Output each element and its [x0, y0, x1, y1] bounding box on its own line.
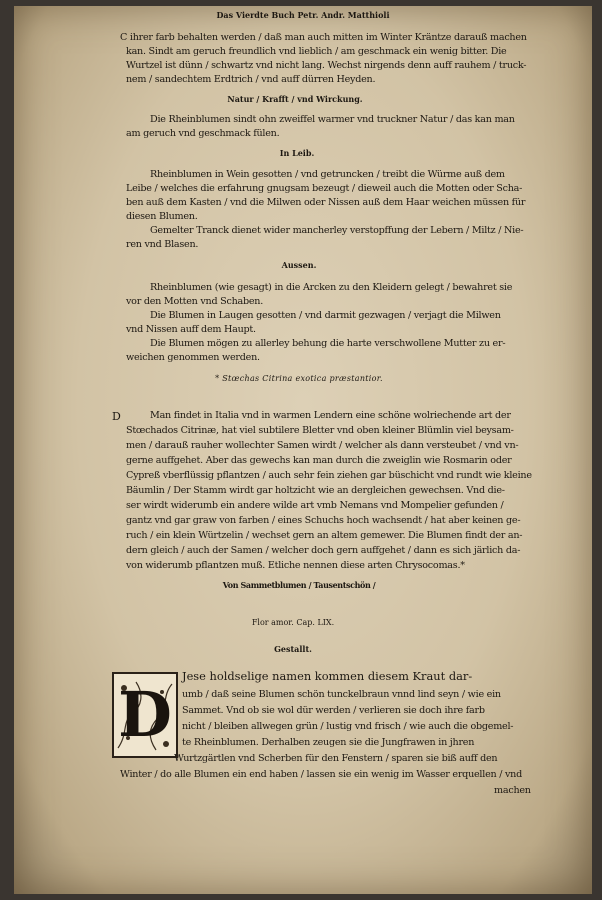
text-line: ren vnd Blasen. — [126, 239, 199, 250]
text-line: Die Rheinblumen sindt ohn zweiffel warmer vnd truckner Natur / das kan man — [150, 114, 515, 125]
text-line: Wurtzel ist dünn / schwartz vnd nicht lang. Wechst nirgends denn auff rauhem / truck- — [126, 60, 527, 71]
decorated-initial-letter — [112, 672, 178, 758]
text-line: vnd Nissen auff dem Haupt. — [126, 324, 256, 335]
text-line: ben auß dem Kasten / vnd die Milwen oder Nissen auß dem Haar weichen müssen für — [126, 197, 526, 208]
section-heading-gestalt: Gestallt. — [274, 644, 312, 654]
text-line: Gemelter Tranck dienet wider mancherley verstopffung der Lebern / Miltz / Nie- — [150, 225, 524, 236]
text-line: vor den Motten vnd Schaben. — [126, 296, 264, 307]
text-line: Jese holdselige namen kommen diesem Kraut dar- — [182, 669, 473, 683]
text-line: Sammet. Vnd ob sie wol dür werden / verlieren sie doch ihre farb — [182, 705, 485, 716]
text-line: von widerumb pflantzen muß. Etliche nennen diese arten Chrysocomas.* — [126, 560, 465, 571]
text-line: Die Blumen mögen zu allerley behung die harte verschwollene Mutter zu er- — [150, 338, 506, 349]
section-heading-stoechas: * Stœchas Citrina exotica præstantior. — [215, 374, 383, 383]
text-line: nem / sandechtem Erdtrich / vnd auff dürren Heyden. — [126, 74, 376, 85]
text-line: machen — [494, 785, 531, 796]
text-line: diesen Blumen. — [126, 211, 198, 222]
text-line: ruch / ein klein Würtzelin / wechset gern an altem gemewer. Die Blumen findt der an- — [126, 530, 523, 541]
text-line: Rheinblumen in Wein gesotten / vnd getruncken / treibt die Würme auß dem — [150, 169, 505, 180]
chapter-subtitle: Flor amor. Cap. LIX. — [251, 618, 335, 627]
initial-letter-glyph: D — [118, 678, 172, 751]
text-line: Man findet in Italia vnd in warmen Lendern eine schöne wolriechende art der — [150, 410, 511, 421]
text-line: kan. Sindt am geruch freundlich vnd lieblich / am geschmack ein wenig bitter. Die — [126, 46, 507, 57]
text-line: dern gleich / auch der Samen / welcher doch gern auffgehet / dann es sich järlich da- — [126, 545, 521, 556]
text-line: gerne auffgehet. Aber das gewechs kan man durch die zweiglin wie Rosmarin oder — [126, 455, 512, 466]
section-heading-natur: Natur / Krafft / vnd Wirckung. — [227, 94, 363, 104]
text-line: Bäumlin / Der Stamm wirdt gar holtzicht wie an dergleichen gewechsen. Vnd die- — [126, 485, 505, 496]
book-page — [14, 6, 592, 894]
text-line: Rheinblumen (wie gesagt) in die Arcken zu den Kleidern gelegt / bewahret sie — [150, 282, 513, 293]
text-line: Leibe / welches die erfahrung gnugsam bezeugt / dieweil auch die Motten oder Scha- — [126, 183, 523, 194]
text-line: ser wirdt widerumb ein andere wilde art vmb Nemans vnd Mompelier gefunden / — [126, 500, 504, 511]
running-head: Das Vierdte Buch Petr. Andr. Matthioli — [216, 10, 390, 20]
text-line: te Rheinblumen. Derhalben zeugen sie die Jungfrawen in jhren — [182, 737, 475, 748]
text-line: men / darauß rauher wollechter Samen wirdt / welcher als dann versteubet / vnd vn- — [126, 440, 519, 451]
text-line: am geruch vnd geschmack fülen. — [126, 128, 280, 139]
text-line: Cypreß vberflüssig pflantzen / auch sehr fein ziehen gar büschicht vnd rundt wie kleine — [126, 470, 532, 481]
text-line: Winter / do alle Blumen ein end haben / lassen sie ein wenig im Wasser erquellen / vnd — [120, 769, 522, 780]
section-heading-inleib: In Leib. — [279, 148, 315, 158]
text-line: Die Blumen in Laugen gesotten / vnd darmit gezwagen / verjagt die Milwen — [150, 310, 501, 321]
marginal-letter: D — [112, 410, 121, 423]
text-line: Stœchados Citrinæ, hat viel subtilere Bletter vnd oben kleiner Blümlin viel beysam- — [126, 425, 514, 436]
text-line: gantz vnd gar graw von farben / eines Schuchs hoch wachsendt / hat aber keinen ge- — [126, 515, 521, 526]
text-line: umb / daß seine Blumen schön tunckelbraun vnnd lind seyn / wie ein — [182, 689, 501, 700]
chapter-title: Von Sammetblumen / Tausentschön / — [222, 580, 376, 590]
section-heading-aussen: Aussen. — [281, 260, 317, 270]
text-line: nicht / bleiben allwegen grün / lustig vnd frisch / wie auch die obgemel- — [182, 721, 514, 732]
text-line: Wurtzgärtlen vnd Scherben für den Fenstern / sparen sie biß auff den — [174, 753, 498, 764]
text-line: weichen genommen werden. — [126, 352, 260, 363]
text-line: C ihrer farb behalten werden / daß man auch mitten im Winter Kräntze darauß machen — [120, 32, 527, 43]
